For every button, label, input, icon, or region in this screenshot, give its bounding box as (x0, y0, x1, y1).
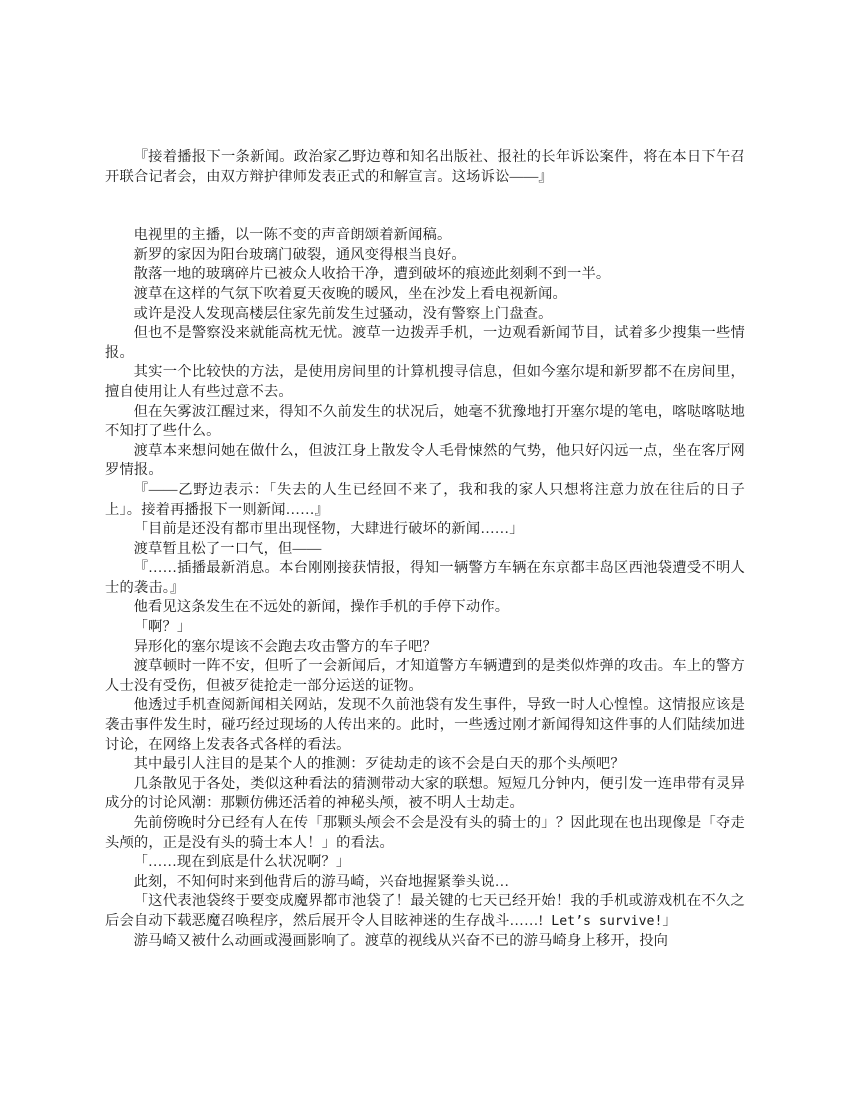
paragraph-broadcast-1: 『接着播报下一条新闻。政治家乙野边尊和知名出版社、报社的长年诉讼案件，将在本日下午召开联合记者会，由双方辩护律师发表正式的和解宣言。这场诉讼——』 (105, 149, 745, 185)
paragraph-11: 「目前是还没有都市里出现怪物，大肆进行破坏的新闻……」 (133, 521, 524, 538)
paragraph-3: 散落一地的玻璃碎片已被众人收拾干净，遭到破坏的痕迹此刻剩不到一半。 (133, 266, 611, 283)
paragraph-8: 但在矢雾波江醒过来，得知不久前发生的状况后，她毫不犹豫地打开塞尔堤的笔电，喀哒喀哒地不知打了些什么。 (105, 403, 745, 440)
paragraph-24-mixed-latin (105, 892, 745, 931)
paragraph-22: 「……现在到底是什么状况啊？」 (133, 854, 351, 871)
paragraph-gap-spacer (105, 187, 745, 226)
paragraph-1: 电视里的主播，以一陈不变的声音朗颂着新闻稿。 (133, 227, 452, 244)
document-text-body (105, 148, 745, 951)
paragraph-18: 他透过手机查阅新闻相关网站，发现不久前池袋有发生事件，导致一时人心惶惶。这情报应该是袭击事件发生时，碰巧经过现场的人传出来的。此时，一些透过刚才新闻得知这件事的人们陆续加进讨论，在网络上发表各式各样的看法。 (105, 697, 745, 753)
paragraph-12: 渡草暂且松了一口气，但—— (133, 540, 322, 557)
paragraph-15: 「啊？」 (133, 619, 192, 636)
paragraph-23: 此刻，不知何时来到他背后的游马崎，兴奋地握紧拳头说… (133, 873, 510, 890)
mixed-paragraph-suffix: 」 (662, 912, 677, 929)
mixed-paragraph-latin-phrase: Let’s survive! (543, 913, 663, 929)
paragraph-20: 几条散见于各处，类似这种看法的猜测带动大家的联想。短短几分钟内，便引发一连串带有灵异成分的讨论风潮：那颗仿佛还活着的神秘头颅，被不明人士劫走。 (105, 775, 745, 812)
paragraph-7: 其实一个比较快的方法，是使用房间里的计算机搜寻信息，但如今塞尔堤和新罗都不在房间里，擅自使用让人有些过意不去。 (105, 364, 745, 400)
paragraph-16: 异形化的塞尔堤该不会跑去攻击警方的车子吧？ (133, 638, 437, 655)
narrative-block (105, 226, 745, 951)
paragraph-5: 或许是没人发现高楼层住家先前发生过骚动，没有警察上门盘查。 (133, 305, 553, 322)
paragraph-4: 渡草在这样的气氛下吹着夏天夜晚的暖风，坐在沙发上看电视新闻。 (133, 285, 567, 302)
paragraph-25: 游马崎又被什么动画或漫画影响了。渡草的视线从兴奋不已的游马崎身上移开，投向 (133, 932, 669, 949)
mixed-paragraph-prefix: 「这代表池袋终于要变成魔界都市池袋了！最关键的七天已经开始！我的手机或游戏机在不久之后会自动下载恶魔召唤程序，然后展开令人目眩神迷的生存战斗……! (105, 893, 745, 929)
paragraph-13: 『……插播最新消息。本台刚刚接获情报，得知一辆警方车辆在东京都丰岛区西池袋遭受不明人士的袭击。』 (105, 560, 745, 596)
paragraph-2: 新罗的家因为阳台玻璃门破裂，通风变得根当良好。 (133, 246, 466, 263)
paragraph-9: 渡草本来想问她在做什么，但波江身上散发令人毛骨悚然的气势，他只好闪远一点，坐在客厅网罗情报。 (105, 442, 745, 479)
paragraph-6: 但也不是警察没来就能高枕无忧。渡草一边拨弄手机，一边观看新闻节目，试着多少搜集一些情报。 (105, 325, 745, 361)
paragraph-21: 先前傍晚时分已经有人在传「那颗头颅会不会是没有头的骑士的」？因此现在也出现像是「夺走头颅的，正是没有头的骑士本人！」的看法。 (105, 815, 745, 851)
paragraph-17: 渡草顿时一阵不安，但听了一会新闻后，才知道警方车辆遭到的是类似炸弹的攻击。车上的警方人士没有受伤，但被歹徒抢走一部分运送的证物。 (105, 658, 745, 694)
broadcast-quote-block (105, 148, 745, 187)
paragraph-14: 他看见这条发生在不远处的新闻，操作手机的手停下动作。 (133, 599, 510, 616)
paragraph-19: 其中最引人注目的是某个人的推测：歹徒劫走的该不会是白天的那个头颅吧？ (133, 756, 625, 773)
paragraph-10: 『——乙野边表示：「失去的人生已经回不来了，我和我的家人只想将注意力放在往后的日子上」。接着再播报下一则新闻……』 (105, 481, 745, 518)
